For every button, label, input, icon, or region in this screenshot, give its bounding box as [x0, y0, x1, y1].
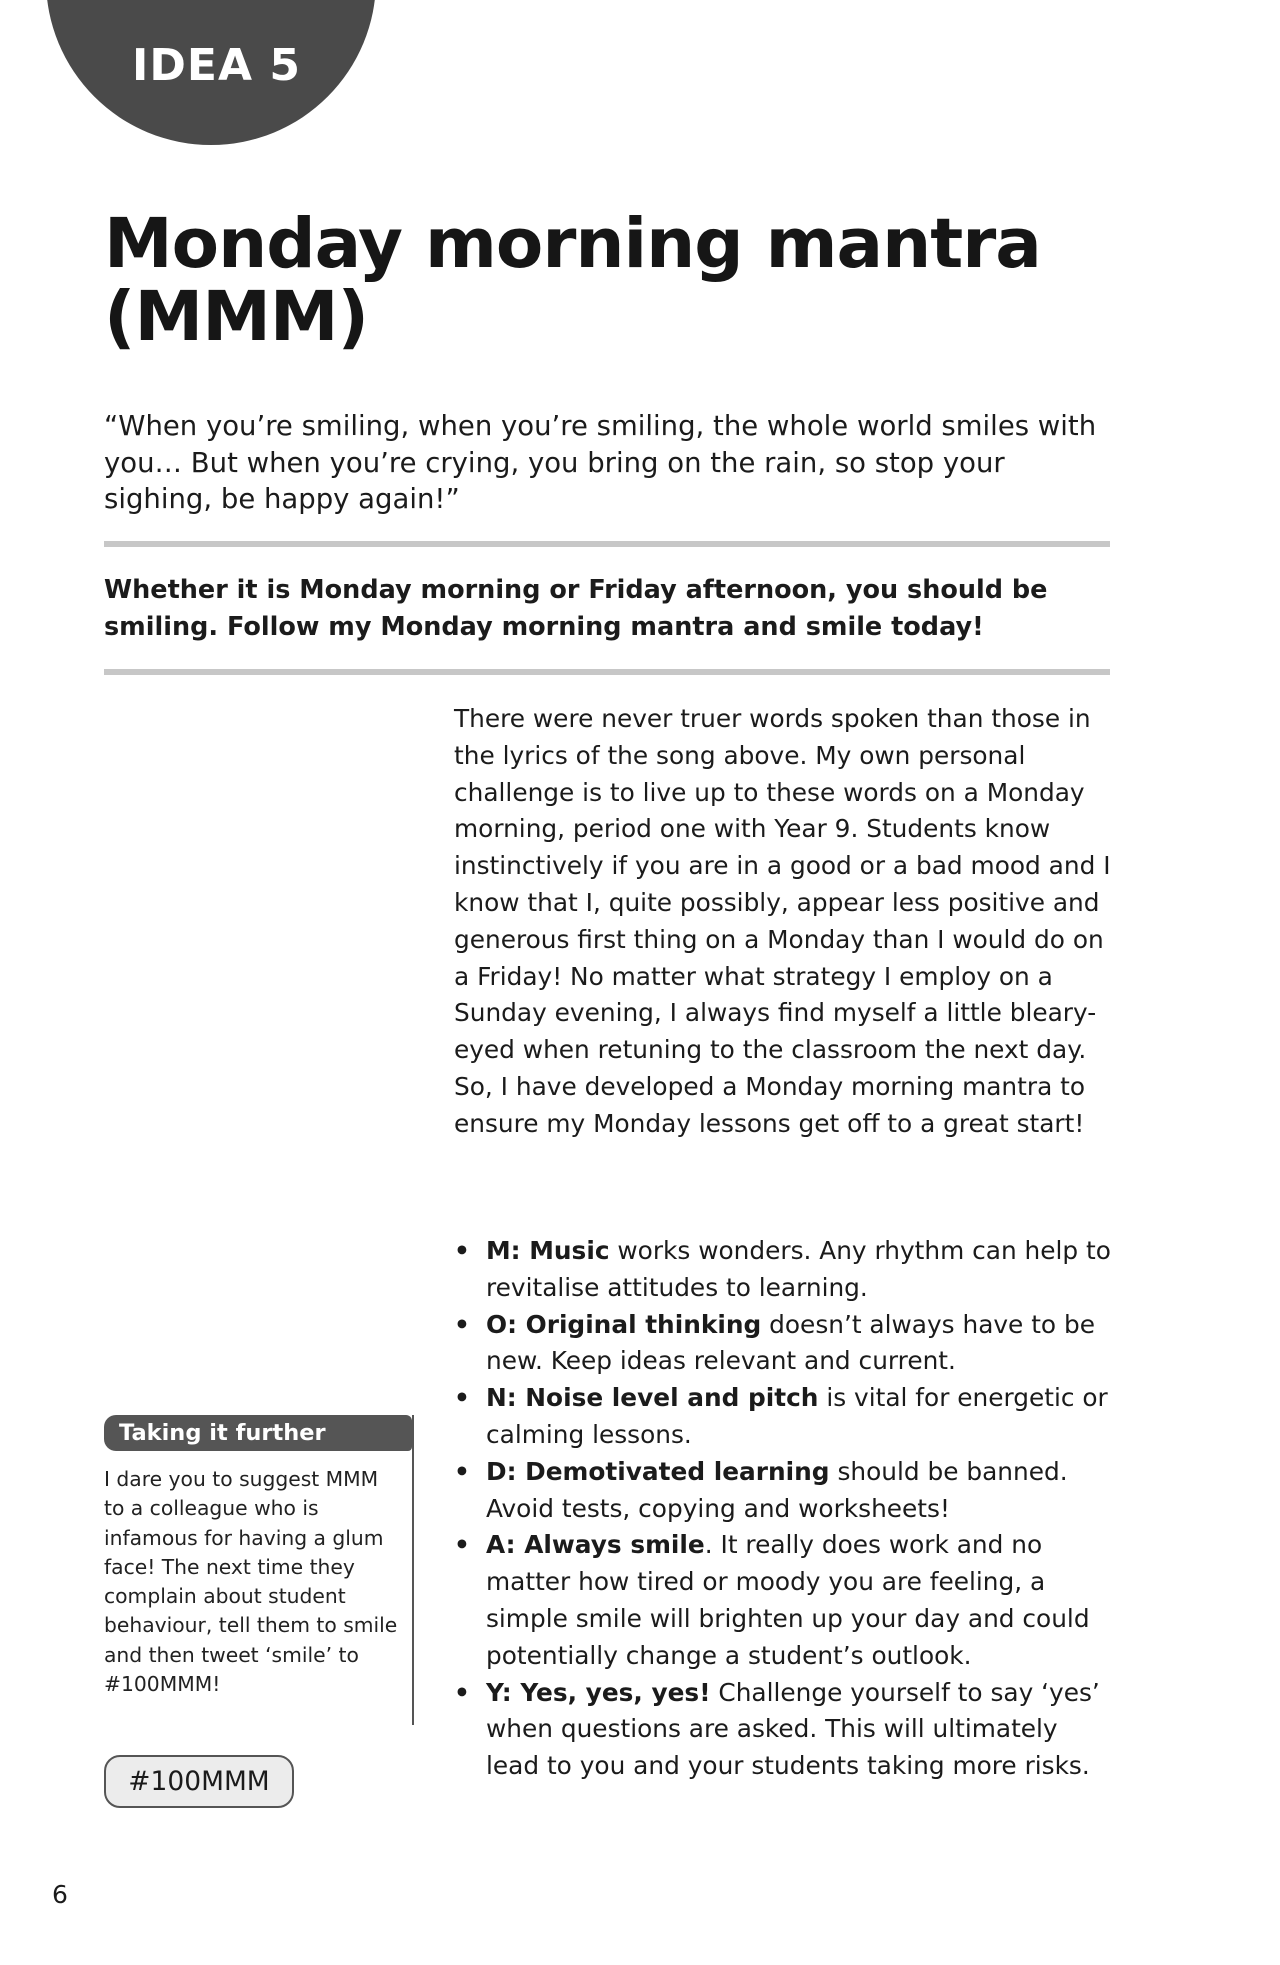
bottom-divider [104, 669, 1110, 675]
mantra-description: works wonders. Any rhythm can help to revitalise attitudes to learning. [486, 1236, 1111, 1302]
top-divider [104, 541, 1110, 547]
mantra-description: should be banned. Avoid tests, copying and worksheets! [486, 1456, 1068, 1523]
hashtag-badge: #100MMM [104, 1755, 294, 1808]
sidebar-title: Taking it further [119, 1420, 326, 1446]
mantra-term: A: Always smile [486, 1530, 705, 1560]
bullet-icon: • [454, 1530, 470, 1560]
mantra-item-always-smile [454, 1527, 1114, 1674]
mantra-term: Y: Yes, yes, yes! [486, 1677, 711, 1707]
mantra-term: O: Original thinking [486, 1309, 762, 1339]
mantra-description: . It really does work and no matter how tired or moody you are feeling, a simple smile will brighten up your day and could potentially change a student’s outlook. [486, 1530, 1090, 1670]
sidebar-header [104, 1415, 412, 1451]
bullet-icon: • [454, 1236, 470, 1265]
mantra-term: M: Music [486, 1236, 610, 1265]
mantra-description: Challenge yourself to say ‘yes’ when questions are asked. This will ultimately lead to you and your students taking more risks. [486, 1677, 1100, 1781]
mantra-item-yes [454, 1675, 1114, 1785]
bullet-icon: • [454, 1456, 470, 1486]
main-body-paragraph: There were never truer words spoken than those in the lyrics of the song above. My own personal challenge is to live up to these words on a Monday morning, period one with Year 9. Students know instinctively if you are in a good or a bad mood and I know that I, quite possibly, appear less positive and generous first thing on a Monday than I would do on a Friday! No matter what strategy I employ on a Sunday evening, I always find myself a little bleary-eyed when retuning to the classroom the next day. So, I have developed a Monday morning mantra to ensure my Monday lessons get off to a great start! [454, 704, 1111, 1138]
bullet-icon: • [454, 1677, 470, 1707]
mantra-list [454, 1233, 1114, 1785]
mantra-item-music [454, 1233, 1114, 1307]
mantra-description: doesn’t always have to be new. Keep ideas relevant and current. [486, 1309, 1095, 1376]
intro-summary: Whether it is Monday morning or Friday afternoon, you should be smiling. Follow my Monday morning mantra and smile today! [104, 575, 1048, 642]
bullet-icon: • [454, 1383, 470, 1413]
bullet-icon: • [454, 1309, 470, 1339]
mantra-term: D: Demotivated learning [486, 1456, 830, 1486]
mantra-description: is vital for energetic or calming lessons. [486, 1383, 1108, 1449]
mantra-item-original-thinking [454, 1307, 1114, 1381]
idea-number-label: IDEA 5 [132, 40, 301, 91]
taking-it-further-box [104, 1415, 414, 1725]
mantra-item-demotivated-learning [454, 1454, 1114, 1528]
song-lyrics-quote: “When you’re smiling, when you’re smiling, the whole world smiles with you… But when you’re crying, you bring on the rain, so stop your sighing, be happy again!” [104, 410, 1097, 515]
page-title: Monday morning mantra (MMM) [104, 204, 1041, 357]
mantra-term: N: Noise level and pitch [486, 1383, 819, 1413]
page-number: 6 [52, 1880, 68, 1909]
sidebar-text: I dare you to suggest MMM to a colleague who is infamous for having a glum face! The next time they complain about student behaviour, tell them to smile and then tweet ‘smile’ to #100MMM! [104, 1467, 398, 1697]
mantra-item-noise-level [454, 1380, 1114, 1454]
